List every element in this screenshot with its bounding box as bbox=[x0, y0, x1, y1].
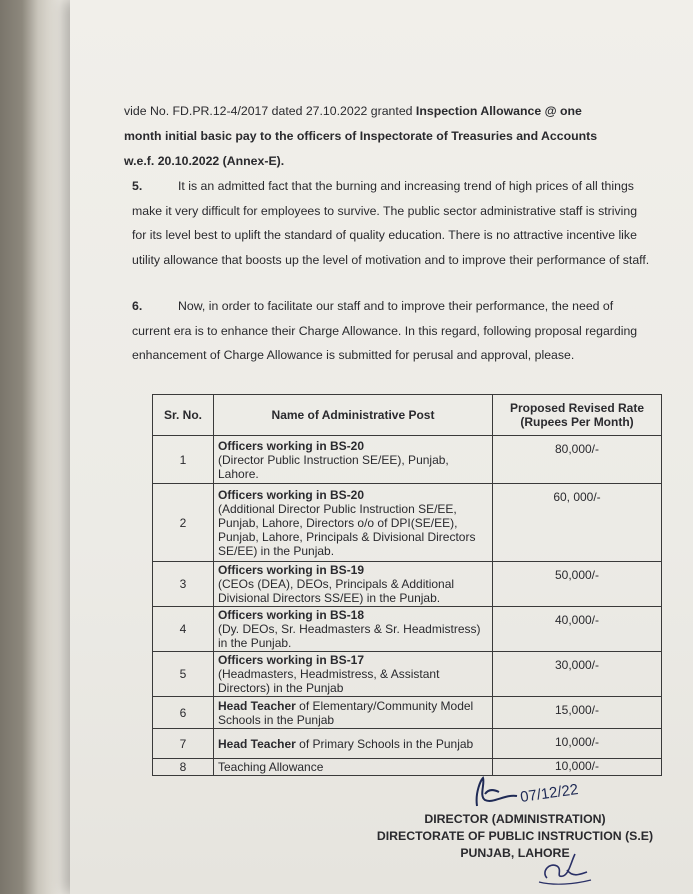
row-post-name bbox=[214, 697, 493, 729]
row-rate: 10,000/- bbox=[493, 729, 662, 759]
table-body bbox=[153, 436, 662, 776]
intro-line-1-bold: Inspection Allowance @ one bbox=[415, 104, 582, 118]
paragraph-6 bbox=[132, 294, 652, 368]
post-detail: of Primary Schools in the Punjab bbox=[295, 736, 474, 751]
row-post-name bbox=[214, 759, 493, 776]
paragraph-5-text: It is an admitted fact that the burning and increasing trend of high prices of all things make it very difficult for employees to survive. The public sector administrative staff is striving for its level best to uplift the standard of quality education. There is no attractive incentive like utility allowance that boosts up the level of motivation and to improve their performance of staff. bbox=[132, 179, 650, 267]
signatory-title: DIRECTOR (ADMINISTRATION) bbox=[424, 812, 606, 826]
header-sr-no: Sr. No. bbox=[153, 395, 214, 436]
signature-date: 07/12/22 bbox=[519, 781, 580, 806]
row-sr-no: 2 bbox=[153, 484, 214, 562]
signature-block bbox=[360, 780, 670, 862]
row-sr-no: 3 bbox=[153, 562, 214, 607]
paragraph-6-text: Now, in order to facilitate our staff and to improve their performance, the need of current era is to enhance their Charge Allowance. In this regard, following proposal regarding enhancement of Charge Allowance is submitted for perusal and approval, please. bbox=[132, 299, 638, 362]
row-sr-no: 5 bbox=[153, 652, 214, 697]
header-post-name: Name of Administrative Post bbox=[214, 395, 493, 436]
table-row bbox=[153, 697, 662, 729]
table-row bbox=[153, 729, 662, 759]
post-category: Head Teacher bbox=[218, 698, 296, 713]
row-sr-no: 1 bbox=[153, 436, 214, 484]
table-row bbox=[153, 652, 662, 697]
table-header-row bbox=[153, 395, 662, 436]
signatory-office: DIRECTORATE OF PUBLIC INSTRUCTION (S.E) bbox=[376, 829, 654, 843]
header-rate: Proposed Revised Rate (Rupees Per Month) bbox=[493, 395, 662, 436]
post-detail: (CEOs (DEA), DEOs, Principals & Additional Divisional Directors SS/EE) in the Punjab. bbox=[218, 577, 455, 605]
row-post-name bbox=[214, 607, 493, 652]
post-category: Officers working in BS-19 bbox=[218, 563, 365, 577]
paragraph-5 bbox=[132, 174, 652, 272]
row-sr-no: 4 bbox=[153, 607, 214, 652]
post-category: Officers working in BS-17 bbox=[218, 653, 365, 667]
row-rate: 10,000/- bbox=[493, 759, 662, 776]
table-row bbox=[153, 484, 662, 562]
row-post-name bbox=[214, 562, 493, 607]
post-category: Officers working in BS-20 bbox=[218, 438, 365, 453]
row-post-name bbox=[214, 729, 493, 759]
post-detail: (Additional Director Public Instruction SE/EE, Punjab, Lahore, Directors o/o of DPI(SE/EE), Punjab, Lahore, Principals & Divisional Directors SE/EE) in the Punjab. bbox=[218, 501, 476, 558]
signatory-location: PUNJAB, LAHORE bbox=[460, 846, 570, 860]
row-sr-no: 7 bbox=[153, 729, 214, 759]
table-row bbox=[153, 607, 662, 652]
table-row bbox=[153, 759, 662, 776]
post-detail: (Headmasters, Headmistress, & Assistant Directors) in the Punjab bbox=[218, 667, 440, 695]
charge-allowance-table bbox=[152, 394, 662, 776]
post-detail: Teaching Allowance bbox=[218, 760, 324, 774]
paragraph-5-number: 5. bbox=[132, 179, 143, 193]
intro-line-1 bbox=[124, 104, 582, 118]
table-row bbox=[153, 436, 662, 484]
post-detail: (Dy. DEOs, Sr. Headmasters & Sr. Headmistress) in the Punjab. bbox=[218, 622, 481, 650]
intro-line-1-text: vide No. FD.PR.12-4/2017 dated 27.10.2022 granted bbox=[124, 104, 416, 118]
paragraph-6-number: 6. bbox=[132, 299, 143, 313]
post-category: Officers working in BS-20 bbox=[218, 487, 365, 502]
table-row bbox=[153, 562, 662, 607]
row-rate: 50,000/- bbox=[493, 562, 662, 607]
row-post-name bbox=[214, 436, 493, 484]
row-rate: 80,000/- bbox=[493, 436, 662, 484]
post-category: Officers working in BS-18 bbox=[218, 608, 365, 622]
post-detail: of Elementary/Community Model Schools in the Punjab bbox=[218, 698, 474, 727]
row-post-name bbox=[214, 652, 493, 697]
row-sr-no: 8 bbox=[153, 759, 214, 776]
initials-scribble bbox=[535, 848, 595, 888]
row-sr-no: 6 bbox=[153, 697, 214, 729]
post-detail: (Director Public Instruction SE/EE), Punjab, Lahore. bbox=[218, 452, 449, 481]
row-rate: 15,000/- bbox=[493, 697, 662, 729]
row-rate: 40,000/- bbox=[493, 607, 662, 652]
intro-line-3: w.e.f. 20.10.2022 (Annex-E). bbox=[124, 154, 285, 168]
row-rate: 30,000/- bbox=[493, 652, 662, 697]
post-category: Head Teacher bbox=[218, 736, 296, 751]
row-rate: 60, 000/- bbox=[493, 484, 662, 562]
intro-line-2: month initial basic pay to the officers of Inspectorate of Treasuries and Accounts bbox=[124, 129, 598, 143]
row-post-name bbox=[214, 484, 493, 562]
